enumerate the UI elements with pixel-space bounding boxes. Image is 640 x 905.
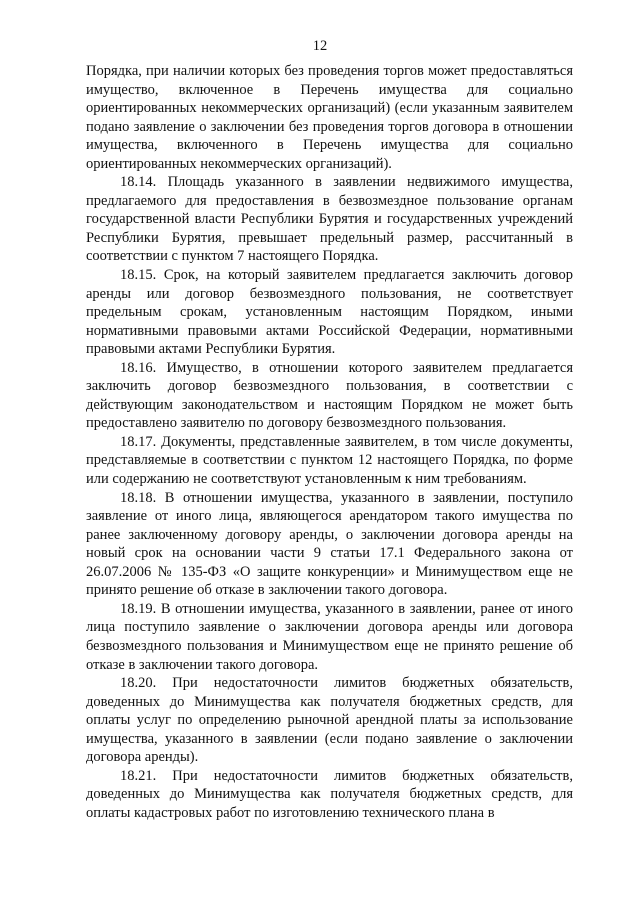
page-number: 12 bbox=[312, 38, 328, 54]
paragraph-18-14: 18.14. Площадь указанного в заявлении недвижимого имущества, предлагаемого для предоставления в безвозмездное пользование органам государственной власти Республики Бурятия и государственных учреждений Республики Бурятия, превышает предельный размер, рассчитанный в соответствии с пунктом 7 настоящего Порядка. bbox=[86, 174, 573, 265]
paragraph-18-17: 18.17. Документы, представленные заявителем, в том числе документы, представляемые в соответствии с пунктом 12 настоящего Порядка, по форме или содержанию не соответствуют установленным к ним требованиям. bbox=[86, 433, 573, 488]
paragraph-18-18: 18.18. В отношении имущества, указанного в заявлении, поступило заявление от иного лица, являющегося арендатором такого имущества по ранее заключенному договору аренды, о заключении договора аренды на новый срок на основании части 9 статьи 17.1 Федерального закона от 26.07.2006 № 135-ФЗ «О защите конкуренции» и Минимуществом еще не принято решение об отказе в заключении такого договора. bbox=[86, 489, 573, 599]
paragraph-18-21: 18.21. При недостаточности лимитов бюджетных обязательств, доведенных до Минимущества как получателя бюджетных средств, для оплаты кадастровых работ по изготовлению технического плана в bbox=[86, 767, 573, 821]
document-body bbox=[86, 62, 573, 822]
paragraph-continuation: Порядка, при наличии которых без проведения торгов может предоставляться имущество, включенное в Перечень имущества для социально ориентированных некоммерческих организаций) (если указанным заявителем подано заявление о заключении без проведения торгов договора в отношении имущества, включенного в Перечень имущества для социально ориентированных некоммерческих организаций). bbox=[86, 63, 573, 172]
paragraph-18-16: 18.16. Имущество, в отношении которого заявителем предлагается заключить договор безвозмездного пользования, в соответствии с действующим законодательством и настоящим Порядком не может быть предоставлено заявителю по договору безвозмездного пользования. bbox=[86, 359, 573, 432]
paragraph-18-15: 18.15. Срок, на который заявителем предлагается заключить договор аренды или договор безвозмездного пользования, не соответствует предельным срокам, установленным настоящим Порядком, иными нормативными правовыми актами Российской Федерации, нормативными правовыми актами Республики Бурятия. bbox=[86, 267, 573, 358]
paragraph-18-19: 18.19. В отношении имущества, указанного в заявлении, ранее от иного лица поступило заявление о заключении договора аренды или договора безвозмездного пользования и Минимуществом еще не принято решение об отказе в заключении такого договора. bbox=[86, 600, 573, 673]
paragraph-18-20: 18.20. При недостаточности лимитов бюджетных обязательств, доведенных до Минимущества как получателя бюджетных средств, для оплаты услуг по определению рыночной арендной платы за использование имущества, указанного в заявлении (если подано заявление о заключении договора аренды). bbox=[86, 675, 573, 766]
